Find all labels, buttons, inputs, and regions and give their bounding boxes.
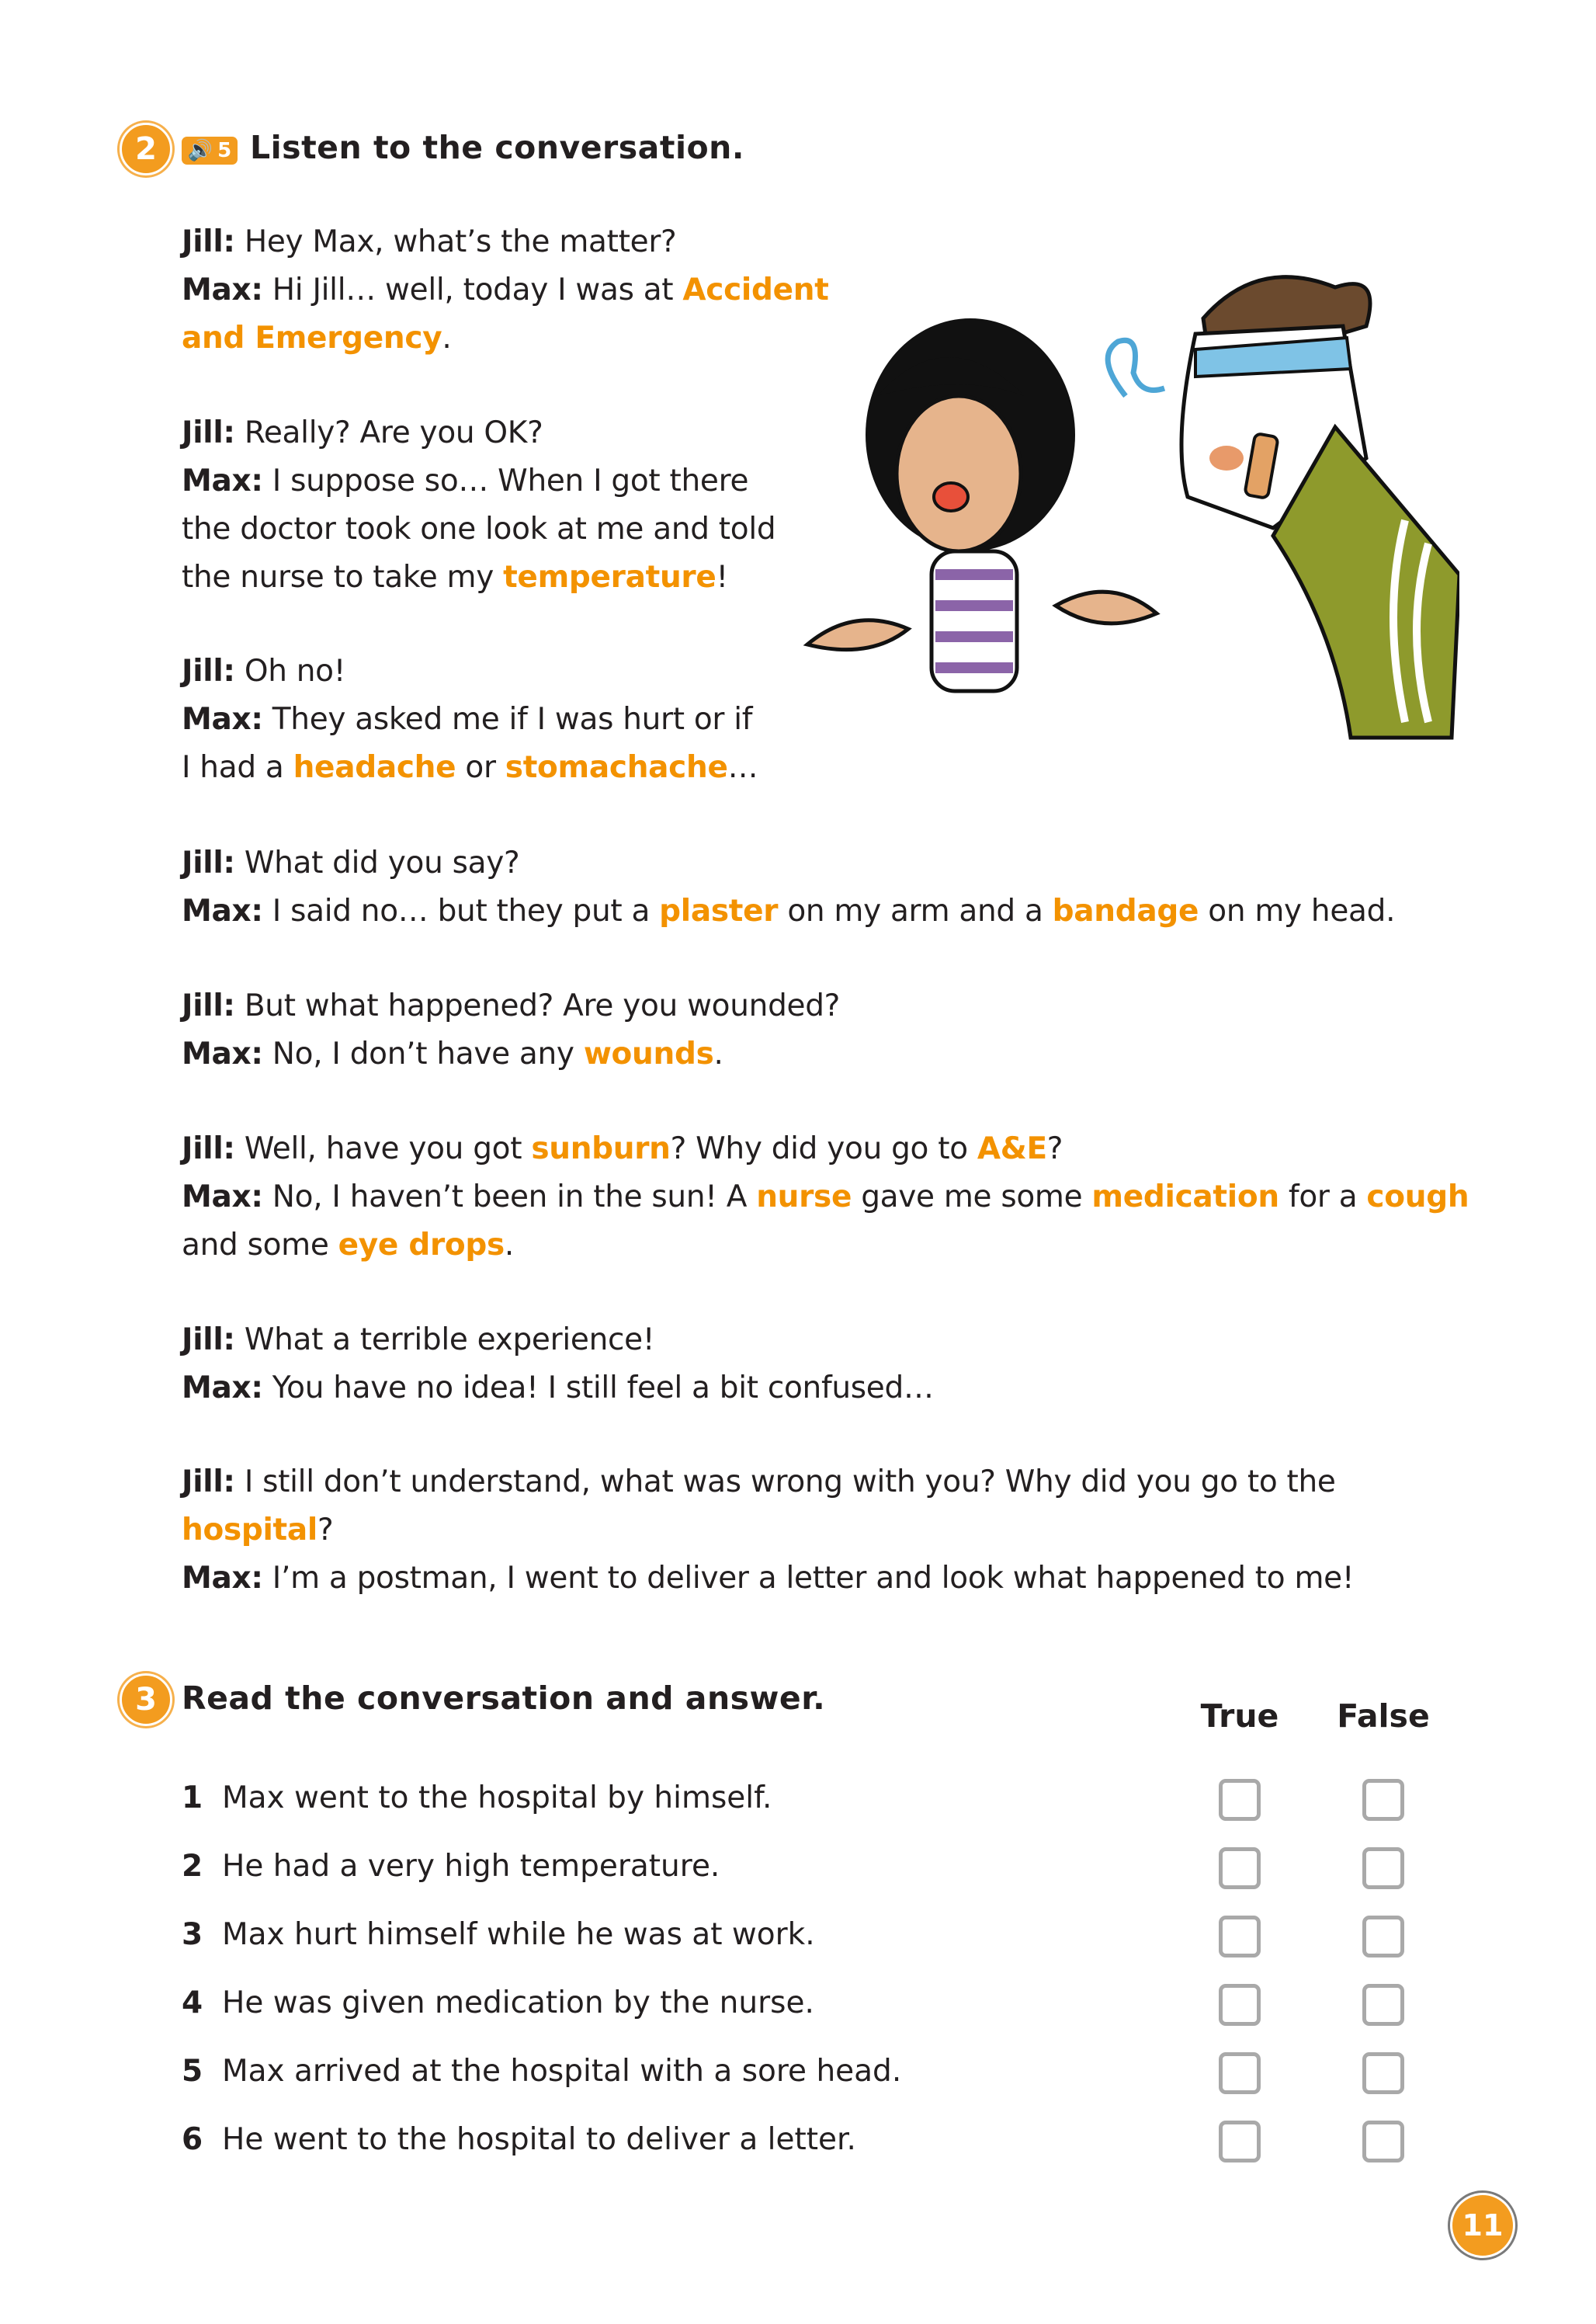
dialogue-text: But what happened? Are you wounded? bbox=[234, 988, 841, 1023]
exercise-title: Listen to the conversation. bbox=[250, 129, 744, 166]
dialogue-line bbox=[182, 1316, 934, 1364]
checkbox-true[interactable] bbox=[1219, 2121, 1261, 2162]
dialogue-text: Well, have you got bbox=[234, 1131, 532, 1166]
dialogue-line bbox=[182, 1030, 840, 1079]
question-text: Max went to the hospital by himself. bbox=[222, 1780, 772, 1815]
checkbox-true[interactable] bbox=[1219, 1916, 1261, 1958]
dialogue-text: or bbox=[456, 750, 505, 785]
dialogue-exchange bbox=[182, 1125, 1469, 1270]
dialogue-text: They asked me if I was hurt or if bbox=[262, 702, 753, 737]
column-header-false: False bbox=[1337, 1697, 1430, 1735]
vocabulary-highlight: medication bbox=[1091, 1179, 1279, 1214]
speaker-name: Jill: bbox=[182, 224, 235, 259]
dialogue-text: on my arm and a bbox=[778, 894, 1053, 929]
dialogue-text: … bbox=[727, 750, 758, 785]
dialogue-exchange bbox=[182, 1316, 934, 1412]
speaker-name: Jill: bbox=[182, 1322, 235, 1357]
dialogue-text: What did you say? bbox=[234, 846, 520, 881]
speaker-name: Max: bbox=[182, 1179, 263, 1214]
question-text: He was given medication by the nurse. bbox=[222, 1985, 814, 2020]
dialogue-line bbox=[182, 218, 829, 266]
dialogue-text: Hi Jill… well, today I was at bbox=[262, 273, 683, 307]
question-number: 3 bbox=[182, 1917, 203, 1952]
dialogue-text: on my head. bbox=[1199, 894, 1396, 929]
speaker-name: Max: bbox=[182, 702, 263, 737]
audio-track-button[interactable] bbox=[182, 137, 238, 165]
dialogue-text: I’m a postman, I went to deliver a letter and look what happened to me! bbox=[262, 1561, 1355, 1596]
vocabulary-highlight: Accident bbox=[682, 273, 829, 307]
dialogue-line bbox=[182, 314, 829, 363]
question-number: 6 bbox=[182, 2122, 203, 2157]
dialogue-text: I still don’t understand, what was wrong with you? Why did you go to the bbox=[234, 1464, 1336, 1499]
vocabulary-highlight: and Emergency bbox=[182, 321, 442, 356]
dialogue-exchange bbox=[182, 839, 1395, 936]
question-number: 1 bbox=[182, 1780, 203, 1815]
speaker-name: Jill: bbox=[182, 654, 235, 689]
dialogue-line bbox=[182, 1221, 1469, 1270]
dialogue-line bbox=[182, 888, 1395, 936]
dialogue-exchange bbox=[182, 648, 758, 792]
dialogue-line bbox=[182, 554, 775, 602]
dialogue-text: No, I don’t have any bbox=[262, 1037, 584, 1072]
question-text: Max arrived at the hospital with a sore head. bbox=[222, 2054, 902, 2089]
dialogue-text: ? bbox=[1046, 1131, 1063, 1166]
question-item bbox=[182, 1849, 720, 1884]
question-item bbox=[182, 1780, 772, 1815]
question-text: Max hurt himself while he was at work. bbox=[222, 1917, 815, 1952]
checkbox-false[interactable] bbox=[1362, 2052, 1404, 2094]
dialogue-line bbox=[182, 1458, 1354, 1506]
dialogue-text: You have no idea! I still feel a bit confused… bbox=[262, 1370, 934, 1405]
dialogue-text: . bbox=[713, 1037, 723, 1072]
question-item bbox=[182, 2122, 856, 2157]
dialogue-line bbox=[182, 1555, 1354, 1603]
speaker-name: Max: bbox=[182, 1037, 263, 1072]
speaker-name: Max: bbox=[182, 273, 263, 307]
dialogue-line bbox=[182, 409, 775, 457]
dialogue-text: the nurse to take my bbox=[182, 560, 504, 595]
dialogue-text: . bbox=[504, 1228, 515, 1263]
speaker-name: Jill: bbox=[182, 1131, 235, 1166]
speaker-icon: 🔊 bbox=[187, 139, 213, 162]
dialogue-line bbox=[182, 839, 1395, 888]
dialogue-exchange bbox=[182, 982, 840, 1079]
dialogue-line bbox=[182, 648, 758, 696]
speaker-name: Max: bbox=[182, 894, 263, 929]
exercise-number-badge: 3 bbox=[120, 1673, 172, 1726]
dialogue-text: ? Why did you go to bbox=[670, 1131, 977, 1166]
dialogue-text: I said no… but they put a bbox=[262, 894, 660, 929]
dialogue-text: No, I haven’t been in the sun! A bbox=[262, 1179, 757, 1214]
question-number: 5 bbox=[182, 2054, 203, 2089]
vocabulary-highlight: stomachache bbox=[505, 750, 728, 785]
dialogue-text: ? bbox=[317, 1513, 334, 1548]
dialogue-line bbox=[182, 457, 775, 505]
checkbox-false[interactable] bbox=[1362, 1779, 1404, 1821]
dialogue-line bbox=[182, 1364, 934, 1412]
dialogue-text: gave me some bbox=[852, 1179, 1092, 1214]
dialogue-line bbox=[182, 696, 758, 744]
dialogue-line bbox=[182, 266, 829, 314]
question-text: He went to the hospital to deliver a letter. bbox=[222, 2122, 856, 2157]
question-number: 2 bbox=[182, 1849, 203, 1884]
vocabulary-highlight: hospital bbox=[182, 1513, 317, 1548]
dialogue-text: Hey Max, what’s the matter? bbox=[234, 224, 677, 259]
dialogue-exchange bbox=[182, 1458, 1354, 1603]
dialogue-line bbox=[182, 505, 775, 554]
vocabulary-highlight: sunburn bbox=[531, 1131, 671, 1166]
dialogue-text: for a bbox=[1279, 1179, 1367, 1214]
checkbox-false[interactable] bbox=[1362, 2121, 1404, 2162]
checkbox-true[interactable] bbox=[1219, 2052, 1261, 2094]
question-text: He had a very high temperature. bbox=[222, 1849, 720, 1884]
speaker-name: Max: bbox=[182, 464, 263, 498]
checkbox-false[interactable] bbox=[1362, 1847, 1404, 1889]
checkbox-true[interactable] bbox=[1219, 1984, 1261, 2026]
question-item bbox=[182, 2054, 901, 2089]
checkbox-false[interactable] bbox=[1362, 1984, 1404, 2026]
vocabulary-highlight: eye drops bbox=[338, 1228, 505, 1263]
dialogue-text: Really? Are you OK? bbox=[234, 415, 543, 450]
dialogue-line bbox=[182, 744, 758, 792]
dialogue-text: the doctor took one look at me and told bbox=[182, 512, 776, 547]
speaker-name: Max: bbox=[182, 1370, 263, 1405]
dialogue-text: and some bbox=[182, 1228, 338, 1263]
dialogue-text: ! bbox=[716, 560, 728, 595]
dialogue-exchange bbox=[182, 409, 775, 602]
vocabulary-highlight: A&E bbox=[977, 1131, 1047, 1166]
dialogue-exchange bbox=[182, 218, 829, 363]
dialogue-text: . bbox=[442, 321, 452, 356]
dialogue-text: I had a bbox=[182, 750, 293, 785]
speaker-name: Jill: bbox=[182, 846, 235, 881]
vocabulary-highlight: plaster bbox=[659, 894, 779, 929]
vocabulary-highlight: cough bbox=[1366, 1179, 1469, 1214]
speaker-name: Jill: bbox=[182, 415, 235, 450]
vocabulary-highlight: wounds bbox=[583, 1037, 714, 1072]
question-item bbox=[182, 1985, 814, 2020]
vocabulary-highlight: headache bbox=[293, 750, 456, 785]
dialogue-text: Oh no! bbox=[234, 654, 346, 689]
checkbox-true[interactable] bbox=[1219, 1847, 1261, 1889]
page-number: 11 bbox=[1450, 2193, 1515, 2258]
speaker-name: Jill: bbox=[182, 1464, 235, 1499]
checkbox-true[interactable] bbox=[1219, 1779, 1261, 1821]
vocabulary-highlight: nurse bbox=[756, 1179, 852, 1214]
audio-track-number: 5 bbox=[217, 139, 232, 162]
dialogue-text: What a terrible experience! bbox=[234, 1322, 655, 1357]
exercise-number-badge: 2 bbox=[120, 123, 172, 175]
jill-and-max-illustration bbox=[792, 241, 1459, 745]
column-header-true: True bbox=[1200, 1697, 1279, 1735]
vocabulary-highlight: temperature bbox=[503, 560, 716, 595]
dialogue-text: I suppose so… When I got there bbox=[262, 464, 749, 498]
dialogue-line bbox=[182, 1173, 1469, 1221]
speaker-name: Jill: bbox=[182, 988, 235, 1023]
dialogue-line bbox=[182, 982, 840, 1030]
speaker-name: Max: bbox=[182, 1561, 263, 1596]
question-number: 4 bbox=[182, 1985, 203, 2020]
question-item bbox=[182, 1917, 815, 1952]
checkbox-false[interactable] bbox=[1362, 1916, 1404, 1958]
vocabulary-highlight: bandage bbox=[1052, 894, 1199, 929]
exercise-title: Read the conversation and answer. bbox=[182, 1680, 826, 1717]
dialogue-line bbox=[182, 1506, 1354, 1555]
dialogue-line bbox=[182, 1125, 1469, 1173]
